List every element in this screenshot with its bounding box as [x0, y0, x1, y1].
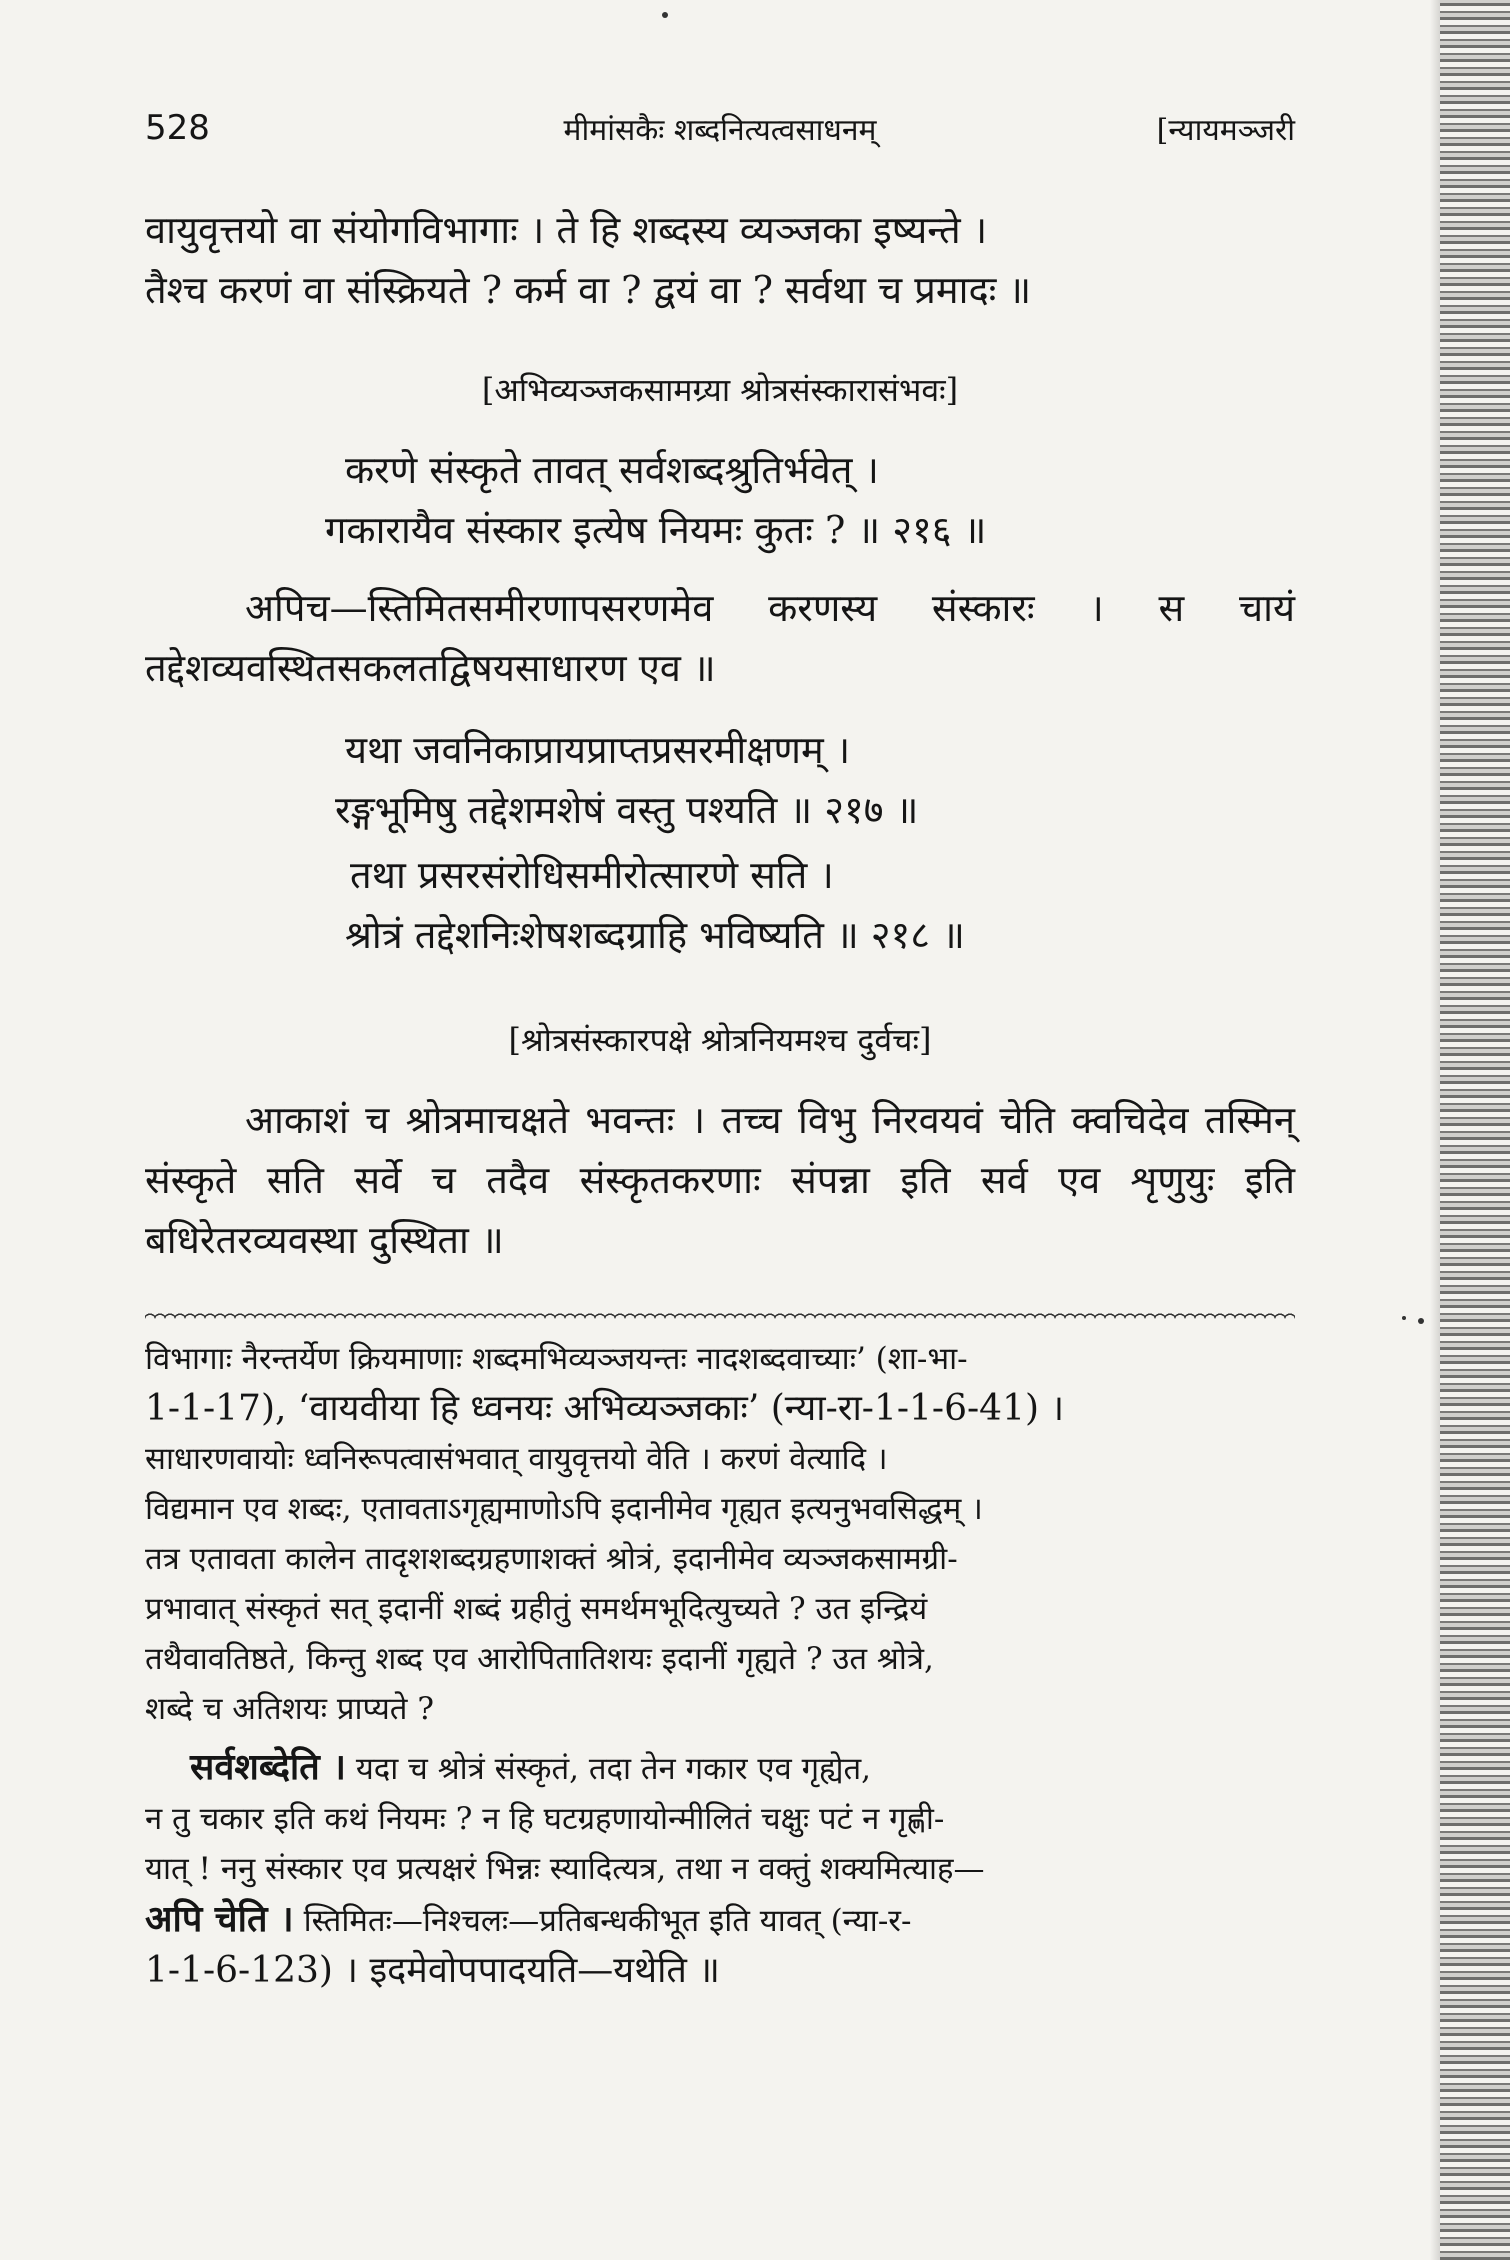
paragraph-2: [145, 578, 1295, 698]
footnote-divider: [145, 1310, 1295, 1320]
paragraph-text: अपिच—स्तिमितसमीरणापसरणमेव करणस्य संस्कारः । स चायं तद्देशव्यवस्थितसकलतद्विषयसाधारण एव ॥: [145, 586, 1295, 690]
footnote-line: [145, 1894, 1295, 1946]
page-number: 528: [145, 108, 210, 148]
page-header: [145, 108, 1295, 152]
footnote-line: [145, 1742, 1295, 1794]
footnote-line: विभागाः नैरन्तर्येण क्रियमाणाः शब्दमभिव्यञ्जयन्तः नादशब्दवाच्याः’ (शा-भा-: [145, 1341, 968, 1377]
footnote-lemma: अपि चेति ।: [145, 1898, 294, 1940]
running-title: मीमांसकैः शब्दनित्यत्वसाधनम्: [563, 113, 877, 148]
footnote-line: यात् ! ननु संस्कार एव प्रत्यक्षरं भिन्नः स्यादित्यत्र, तथा न वक्तुं शक्यमित्याह—: [145, 1851, 985, 1887]
heading-text: [अभिव्यञ्जकसामग्र्या श्रोत्रसंस्कारासंभवः]: [481, 371, 959, 409]
speck: [1402, 1316, 1406, 1320]
verse-line: यथा जवनिकाप्रायप्राप्तप्रसरमीक्षणम् ।: [345, 728, 851, 772]
footnote-line: तथैवावतिष्ठते, किन्तु शब्द एव आरोपितातिशयः इदानीं गृह्यते ? उत श्रोत्रे,: [145, 1641, 934, 1677]
verse-line: गकारायैव संस्कार इत्येष नियमः कुतः ? ॥ २१६ ॥: [325, 508, 987, 552]
footnote-line: 1-1-17), ‘वायवीया हि ध्वनयः अभिव्यञ्जकाः’ (न्या-रा-1-1-6-41) ।: [145, 1388, 1065, 1429]
verse-216: [145, 440, 1295, 560]
verse-line: श्रोत्रं तद्देशनिःशेषशब्दग्राहि भविष्यति ॥ २१८ ॥: [345, 913, 965, 957]
text-line: वायुवृत्तयो वा संयोगविभागाः । ते हि शब्दस्य व्यञ्जका इष्यन्ते ।: [145, 208, 988, 252]
main-text: [145, 200, 1295, 320]
footnote-line: साधारणवायोः ध्वनिरूपत्वासंभवात् वायुवृत्तयो वेति । करणं वेत्यादि ।: [145, 1441, 888, 1477]
paragraph-3: [145, 1090, 1295, 1270]
footnote-line: तत्र एतावता कालेन तादृशशब्दग्रहणाशक्तं श्रोत्रं, इदानीमेव व्यञ्जकसामग्री-: [145, 1541, 958, 1577]
heading-text: [श्रोत्रसंस्कारपक्षे श्रोत्रनियमश्च दुर्वचः]: [508, 1021, 932, 1059]
speck: [1418, 1318, 1424, 1324]
page-edge-shadow: [1440, 0, 1510, 2260]
footnote-area: [145, 1290, 1295, 1996]
section-heading: [145, 362, 1295, 418]
page-edge-gradient: [1430, 0, 1440, 2260]
speck: [662, 12, 668, 18]
verse-line: रङ्गभूमिषु तद्देशमशेषं वस्तु पश्यति ॥ २१७ ॥: [335, 788, 919, 832]
verse-line: तथा प्रसरसंरोधिसमीरोत्सारणे सति ।: [350, 853, 834, 897]
paragraph-text: आकाशं च श्रोत्रमाचक्षते भवन्तः । तच्च विभु निरवयवं चेति क्वचिदेव तस्मिन् संस्कृते सति सर्वे च तदैव संस्कृतकरणाः संपन्ना इति सर्व एव शृणुयुः इति बधिरेतरव्यवस्था दुस्थिता ॥: [145, 1098, 1295, 1262]
text-line: तैश्च करणं वा संस्क्रियते ? कर्म वा ? द्वयं वा ? सर्वथा च प्रमादः ॥: [145, 268, 1032, 312]
footnote-text: स्तिमितः—निश्चलः—प्रतिबन्धकीभूत इति यावत् (न्या-र-: [303, 1903, 912, 1939]
footnote-line: न तु चकार इति कथं नियमः ? न हि घटग्रहणायोन्मीलितं चक्षुः पटं न गृह्णी-: [145, 1801, 945, 1837]
footnote-lemma: सर्वशब्देति ।: [190, 1746, 346, 1788]
footnote-line: प्रभावात् संस्कृतं सत् इदानीं शब्दं ग्रहीतुं समर्थमभूदित्युच्यते ? उत इन्द्रियं: [145, 1591, 928, 1627]
footnote-text: यदा च श्रोत्रं संस्कृतं, तदा तेन गकार एव गृह्येत,: [355, 1751, 872, 1787]
verse-217: [145, 720, 1295, 840]
footnote-line: शब्दे च अतिशयः प्राप्यते ?: [145, 1691, 434, 1727]
book-title: [न्यायमञ्जरी: [1156, 113, 1295, 148]
section-heading: [145, 1012, 1295, 1068]
footnote-line: विद्यमान एव शब्दः, एतावताऽगृह्यमाणोऽपि इदानीमेव गृह्यत इत्यनुभवसिद्धम् ।: [145, 1491, 983, 1527]
verse-218: [145, 845, 1295, 965]
footnote-line: 1-1-6-123) । इदमेवोपपादयति—यथेति ॥: [145, 1950, 720, 1991]
verse-line: करणे संस्कृते तावत् सर्वशब्दश्रुतिर्भवेत् ।: [345, 448, 879, 492]
